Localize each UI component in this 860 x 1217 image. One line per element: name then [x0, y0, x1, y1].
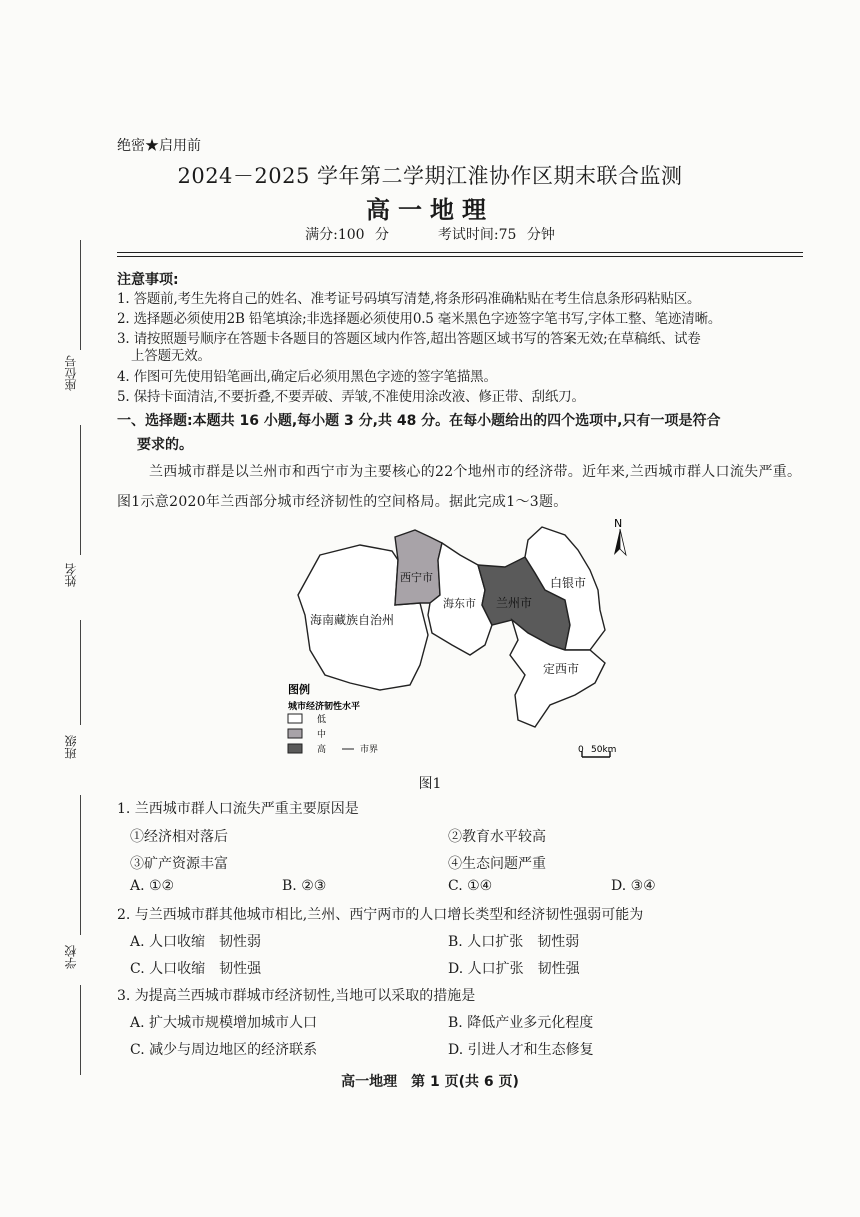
legend-high: 高 [317, 745, 327, 755]
score-time-line [0, 224, 860, 244]
legend-swatch-low [288, 714, 302, 723]
statement-item: ①经济相对落后 [130, 829, 228, 845]
header-rule [117, 256, 803, 257]
passage-text: 兰西城市群是以兰州市和西宁市为主要核心的22个地州市的经济带。近年来,兰西城市群人口流失严重。图1示意2020年兰西部分城市经济韧性的空间格局。据此完成1～3题。 [117, 464, 802, 510]
answer-option[interactable]: B. 人口扩张 韧性弱 [448, 934, 580, 950]
statement-item: ④生态问题严重 [448, 856, 546, 872]
label-hainan: 海南藏族自治州 [310, 613, 395, 627]
scale-bar [578, 745, 616, 757]
legend-swatch-high [288, 744, 302, 753]
answer-option[interactable]: C. 人口收缩 韧性强 [130, 961, 262, 977]
north-label: N [614, 517, 623, 530]
label-dingxi: 定西市 [543, 662, 580, 676]
notice-item: 4. 作图可先使用铅笔画出,确定后必须用黑色字迹的签字笔描黑。 [117, 369, 497, 385]
notice-item: 3. 请按照题号顺序在答题卡各题目的答题区域内作答,超出答题区域书写的答案无效;在草稿纸、试卷 [117, 331, 701, 347]
margin-line [80, 240, 81, 350]
section-line: 要求的。 [137, 437, 193, 453]
notice-item: 5. 保持卡面清洁,不要折叠,不要弄破、弄皱,不准使用涂改液、修正带、刮纸刀。 [117, 389, 585, 405]
notice-item: 上答题无效。 [131, 348, 211, 364]
label-lanzhou: 兰州市 [496, 596, 533, 610]
statement-item: ②教育水平较高 [448, 829, 546, 845]
answer-option[interactable]: A. ①② [130, 878, 175, 894]
margin-line [80, 985, 81, 1075]
notice-item: 2. 选择题必须使用2B 铅笔填涂;非选择题必须使用0.5 毫米黑色字迹签字笔书写,字体工整、笔迹清晰。 [117, 311, 722, 327]
margin-line [80, 425, 81, 555]
legend-boundary: 市界 [360, 745, 379, 755]
label-xining: 西宁市 [400, 571, 433, 584]
legend-swatch-mid [288, 729, 302, 738]
legend-subtitle: 城市经济韧性水平 [288, 702, 361, 712]
answer-option[interactable]: D. ③④ [611, 878, 656, 894]
class-label: 班级 [64, 735, 78, 759]
label-haidong: 海东市 [443, 597, 476, 610]
section-heading [117, 409, 807, 457]
question-stem: 1. 兰西城市群人口流失严重主要原因是 [117, 801, 359, 817]
scale-zero: 0 [578, 745, 584, 755]
notice-item: 1. 答题前,考生先将自己的姓名、准考证号码填写清楚,将条形码准确粘贴在考生信息条形码粘贴区。 [117, 291, 701, 307]
figure-caption: 图1 [418, 776, 442, 792]
full-score: 满分:100 分 [305, 227, 389, 243]
answer-option[interactable]: C. ①④ [448, 878, 493, 894]
subject-title: 高一地理 [366, 195, 494, 224]
question-stem: 2. 与兰西城市群其他城市相比,兰州、西宁两市的人口增长类型和经济韧性强弱可能为 [117, 907, 644, 923]
answer-option[interactable]: B. ②③ [282, 878, 327, 894]
exam-time: 考试时间:75 分钟 [437, 227, 555, 243]
legend-title: 图例 [288, 683, 310, 696]
notice-heading: 注意事项: [117, 272, 179, 288]
section-line: 一、选择题:本题共 16 小题,每小题 3 分,共 48 分。在每小题给出的四个选项中,只有一项是符合 [117, 413, 721, 429]
answer-option[interactable]: C. 减少与周边地区的经济联系 [130, 1042, 318, 1058]
header-rule [117, 252, 803, 253]
margin-line [80, 620, 81, 725]
answer-option[interactable]: A. 扩大城市规模增加城市人口 [130, 1015, 318, 1031]
north-arrow-icon [614, 517, 626, 555]
school-label: 学校 [64, 945, 78, 969]
margin-line [80, 795, 81, 935]
answer-option[interactable]: D. 引进人才和生态修复 [448, 1042, 594, 1058]
legend-low: 低 [317, 715, 327, 725]
exam-title: 2024－2025 学年第二学期江淮协作区期末联合监测 [177, 164, 683, 188]
answer-option[interactable]: A. 人口收缩 韧性弱 [130, 934, 262, 950]
region-xining [395, 530, 442, 605]
confidential-mark: 绝密★启用前 [117, 138, 201, 154]
scale-km: 50km [591, 745, 617, 755]
question-stem: 3. 为提高兰西城市群城市经济韧性,当地可以采取的措施是 [117, 988, 476, 1004]
city-resilience-map [280, 515, 640, 765]
seat-label: 座位号 [64, 355, 78, 391]
statement-item: ③矿产资源丰富 [130, 856, 228, 872]
label-baiyin: 白银市 [550, 576, 587, 590]
page-footer: 高一地理 第 1 页(共 6 页) [341, 1074, 519, 1090]
legend-mid: 中 [317, 730, 327, 740]
answer-option[interactable]: B. 降低产业多元化程度 [448, 1015, 594, 1031]
name-label: 姓名 [64, 563, 78, 587]
answer-option[interactable]: D. 人口扩张 韧性强 [448, 961, 580, 977]
